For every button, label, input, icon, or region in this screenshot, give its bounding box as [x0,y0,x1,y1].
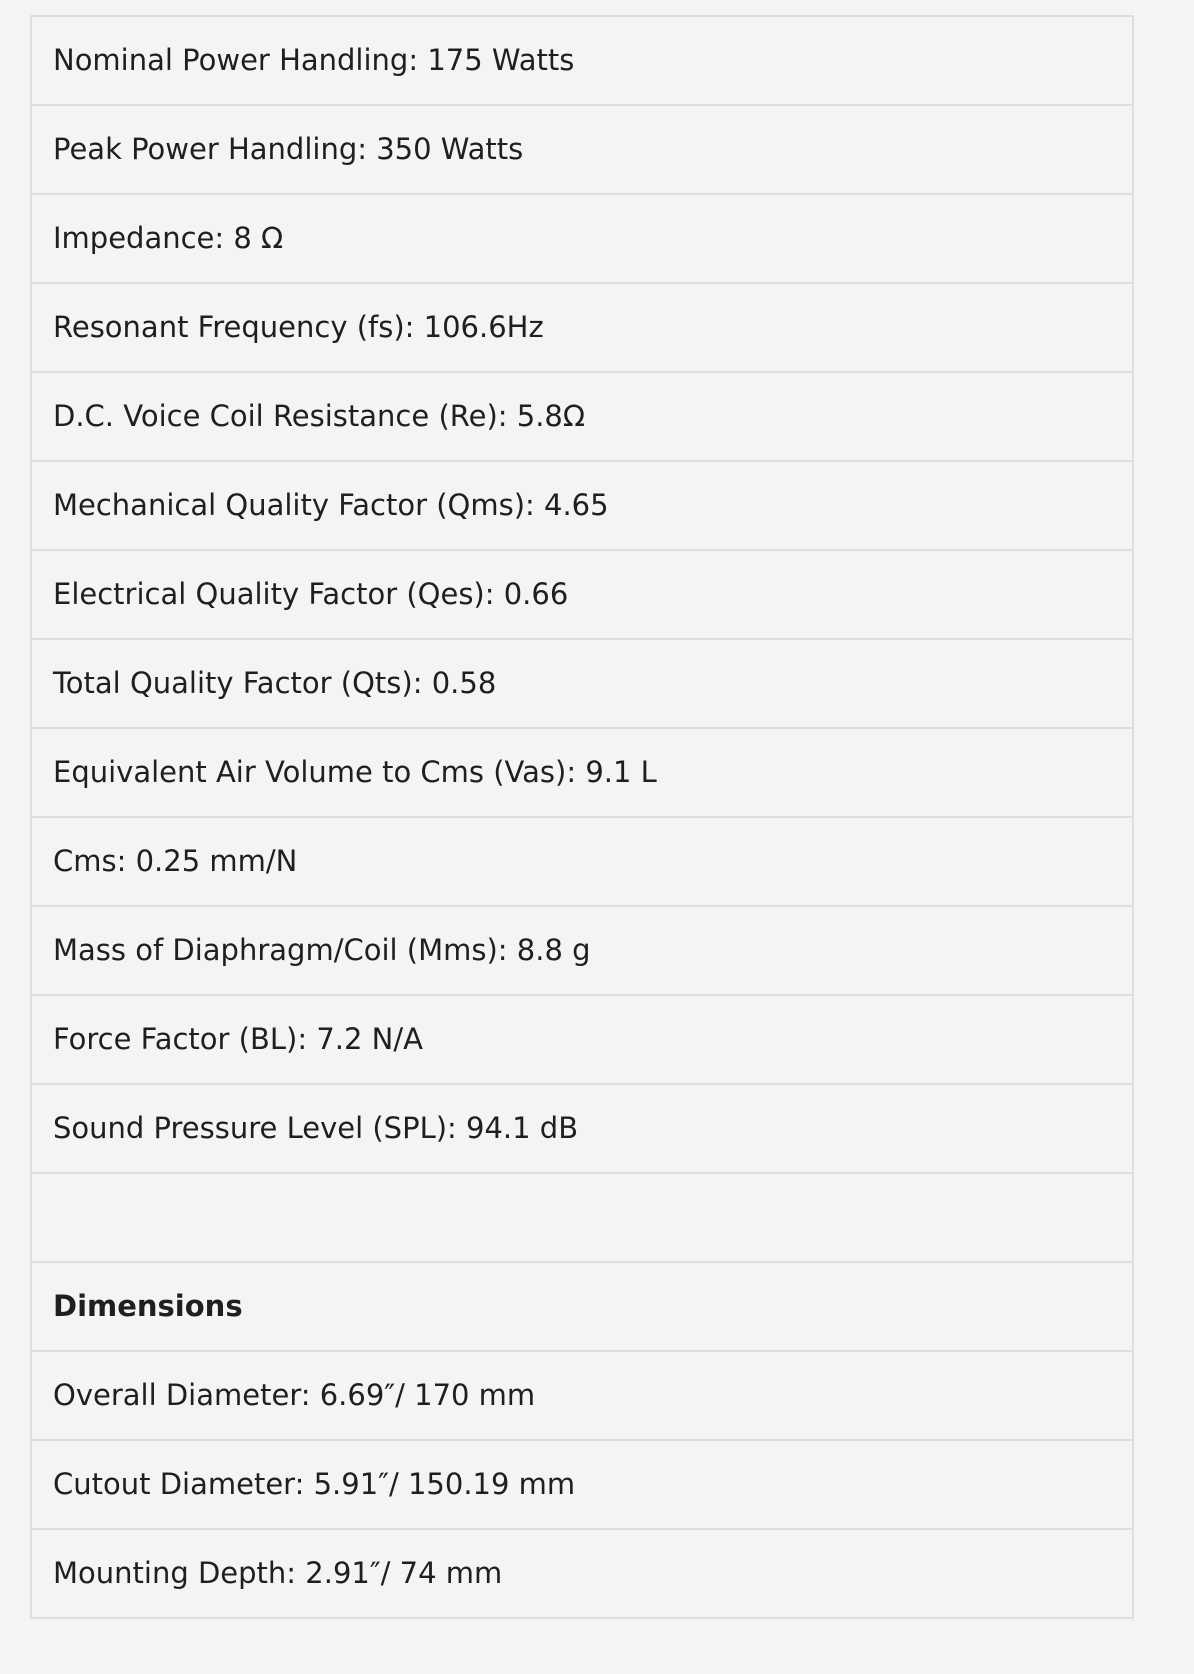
table-row [31,194,1133,283]
table-row [31,372,1133,461]
spec-cell: Cutout Diameter: 5.91″/ 150.19 mm [31,1440,1133,1529]
table-row [31,16,1133,105]
table-row [31,1084,1133,1173]
spec-table [30,15,1134,1619]
spec-cell: Mechanical Quality Factor (Qms): 4.65 [31,461,1133,550]
spec-cell: Equivalent Air Volume to Cms (Vas): 9.1 L [31,728,1133,817]
spec-table-body [31,16,1133,1618]
table-row [31,995,1133,1084]
section-heading-row [31,1262,1133,1351]
empty-cell [31,1173,1133,1262]
spec-cell: Resonant Frequency (fs): 106.6Hz [31,283,1133,372]
table-row [31,906,1133,995]
spec-cell: Nominal Power Handling: 175 Watts [31,16,1133,105]
empty-row [31,1173,1133,1262]
spec-cell: Electrical Quality Factor (Qes): 0.66 [31,550,1133,639]
spec-cell: Mounting Depth: 2.91″/ 74 mm [31,1529,1133,1618]
table-row [31,1351,1133,1440]
table-row [31,817,1133,906]
spec-cell: Total Quality Factor (Qts): 0.58 [31,639,1133,728]
spec-cell: Peak Power Handling: 350 Watts [31,105,1133,194]
spec-cell: D.C. Voice Coil Resistance (Re): 5.8Ω [31,372,1133,461]
table-row [31,1529,1133,1618]
spec-cell: Force Factor (BL): 7.2 N/A [31,995,1133,1084]
spec-cell: Overall Diameter: 6.69″/ 170 mm [31,1351,1133,1440]
table-row [31,639,1133,728]
dimensions-heading: Dimensions [31,1262,1133,1351]
table-row [31,550,1133,639]
table-row [31,461,1133,550]
spec-cell: Cms: 0.25 mm/N [31,817,1133,906]
table-row [31,283,1133,372]
spec-cell: Sound Pressure Level (SPL): 94.1 dB [31,1084,1133,1173]
table-row [31,105,1133,194]
table-row [31,1440,1133,1529]
table-row [31,728,1133,817]
spec-cell: Mass of Diaphragm/Coil (Mms): 8.8 g [31,906,1133,995]
spec-cell: Impedance: 8 Ω [31,194,1133,283]
